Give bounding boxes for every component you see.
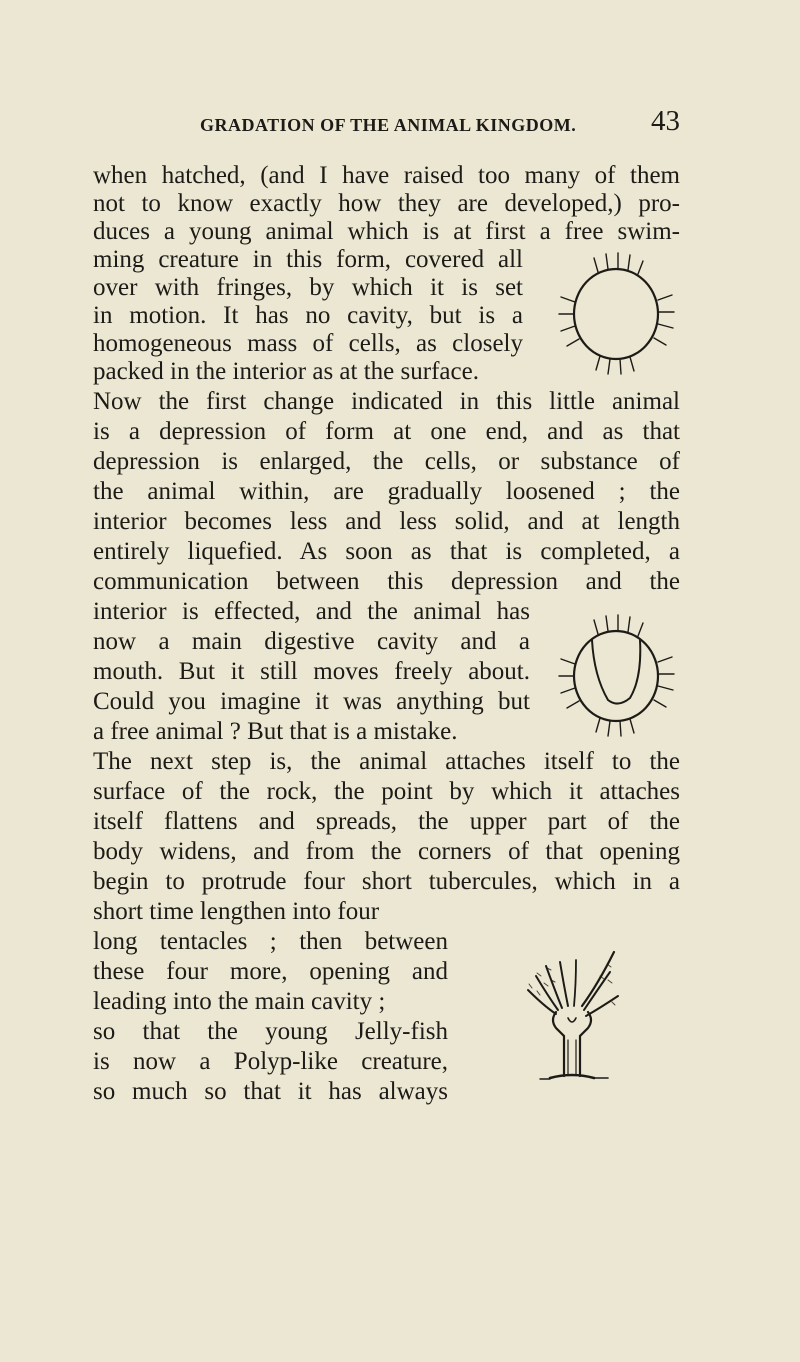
ciliated-larva-illustration	[548, 242, 688, 382]
text-line: leading into the main cavity ;	[93, 988, 386, 1015]
text-line: now a main digestive cavity and a	[93, 628, 530, 655]
text-line: homogeneous mass of cells, as closely	[93, 330, 523, 357]
running-head: GRADATION OF THE ANIMAL KINGDOM.	[200, 115, 577, 135]
larva-with-cavity-illustration	[548, 604, 688, 744]
text-line: when hatched, (and I have raised too many of them	[93, 162, 680, 189]
text-line: a free animal ? But that is a mistake.	[93, 718, 458, 745]
text-line: so much so that it has always	[93, 1078, 448, 1105]
text-line: The next step is, the animal attaches itself to the	[93, 748, 680, 775]
text-line: Now the first change indicated in this little animal	[93, 388, 680, 415]
text-line: long tentacles ; then between	[93, 928, 448, 955]
text-line: is now a Polyp-like creature,	[93, 1048, 448, 1075]
text-line: packed in the interior as at the surface.	[93, 358, 479, 385]
text-line: not to know exactly how they are developed,) pro-	[93, 190, 680, 217]
text-line: begin to protrude four short tubercules, which in a	[93, 868, 680, 895]
text-line: duces a young animal which is at first a free swim-	[93, 218, 680, 245]
text-line: these four more, opening and	[93, 958, 448, 985]
text-line: communication between this depression and the	[93, 568, 680, 595]
page-header	[200, 105, 680, 141]
text-line: interior is effected, and the animal has	[93, 598, 530, 625]
text-line: mouth. But it still moves freely about.	[93, 658, 530, 685]
text-line: depression is enlarged, the cells, or substance of	[93, 448, 680, 475]
text-line: so that the young Jelly-fish	[93, 1018, 448, 1045]
text-line: short time lengthen into four	[93, 898, 380, 925]
text-line: in motion. It has no cavity, but is a	[93, 302, 523, 329]
page-number: 43	[651, 105, 680, 137]
text-line: is a depression of form at one end, and as that	[93, 418, 680, 445]
text-line: the animal within, are gradually loosened ; the	[93, 478, 680, 505]
text-line: surface of the rock, the point by which it attaches	[93, 778, 680, 805]
text-line: interior becomes less and less solid, and at length	[93, 508, 680, 535]
polyp-with-tentacles-illustration	[510, 948, 630, 1088]
text-line: over with fringes, by which it is set	[93, 274, 523, 301]
text-line: itself flattens and spreads, the upper part of the	[93, 808, 680, 835]
text-line: body widens, and from the corners of that opening	[93, 838, 680, 865]
text-line: entirely liquefied. As soon as that is completed, a	[93, 538, 680, 565]
text-line: ming creature in this form, covered all	[93, 246, 523, 273]
text-line: Could you imagine it was anything but	[93, 688, 530, 715]
